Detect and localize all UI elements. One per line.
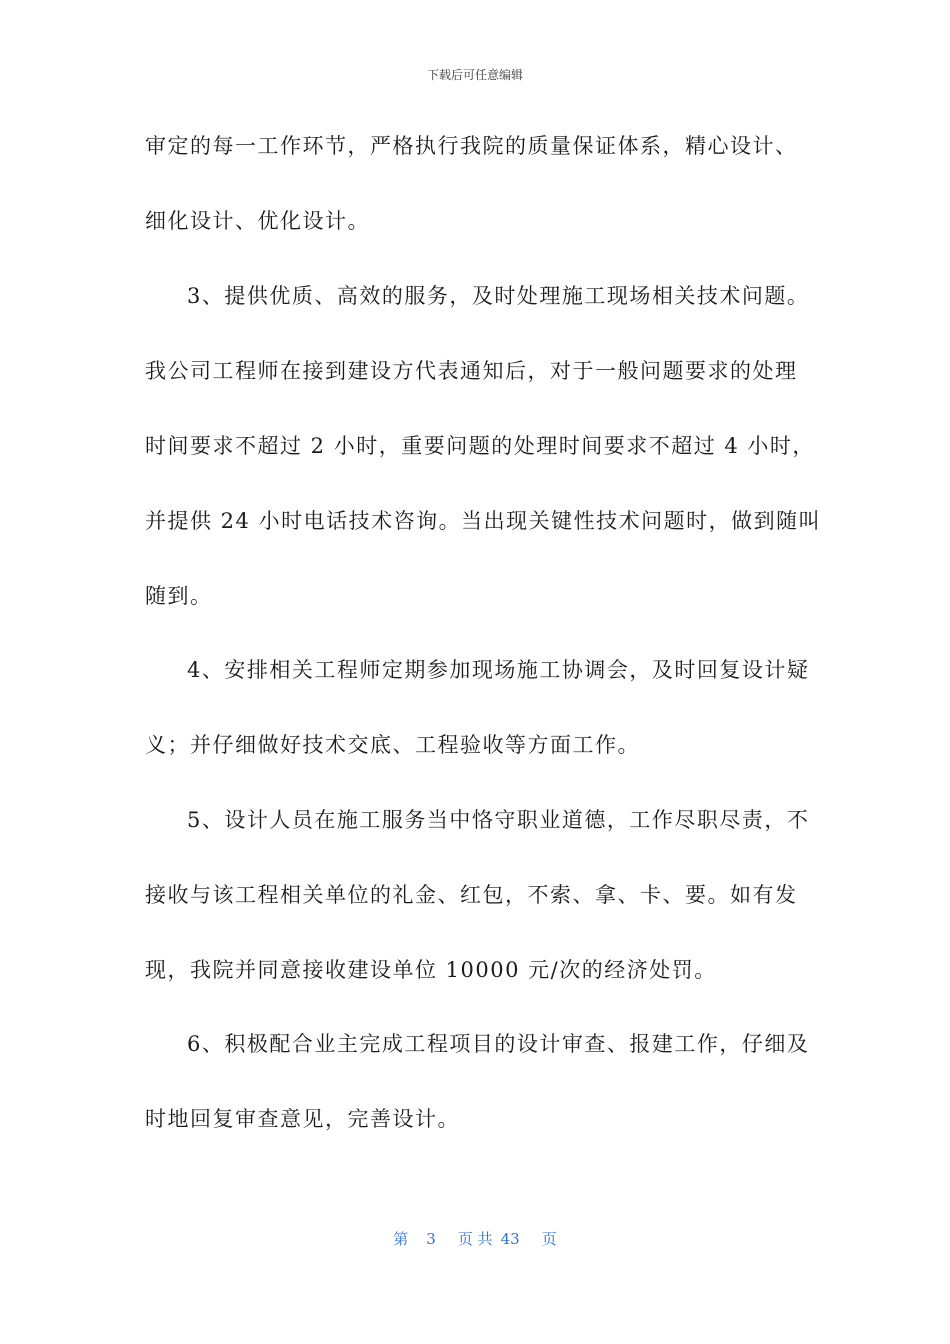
body-line: 接收与该工程相关单位的礼金、红包，不索、拿、卡、要。如有发	[145, 883, 798, 907]
footer-total-pages: 43	[500, 1230, 520, 1248]
body-line: 时地回复审查意见，完善设计。	[145, 1107, 460, 1131]
body-line: 我公司工程师在接到建设方代表通知后，对于一般问题要求的处理	[145, 359, 798, 383]
body-line: 6、积极配合业主完成工程项目的设计审查、报建工作，仔细及	[187, 1032, 810, 1056]
body-line: 义；并仔细做好技术交底、工程验收等方面工作。	[145, 733, 640, 757]
body-line: 审定的每一工作环节，严格执行我院的质量保证体系，精心设计、	[145, 134, 798, 158]
page-header: 下载后可任意编辑	[426, 68, 523, 82]
body-line: 3、提供优质、高效的服务，及时处理施工现场相关技术问题。	[187, 284, 810, 308]
body-line: 现，我院并同意接收建设单位 10000 元/次的经济处罚。	[145, 958, 717, 982]
footer-middle: 页 共	[457, 1230, 493, 1248]
body-line: 细化设计、优化设计。	[145, 209, 370, 233]
footer-page-number: 3	[426, 1230, 436, 1248]
page-footer	[0, 1228, 950, 1249]
body-line: 4、安排相关工程师定期参加现场施工协调会，及时回复设计疑	[187, 658, 810, 682]
body-line: 5、设计人员在施工服务当中恪守职业道德，工作尽职尽责，不	[187, 808, 810, 832]
footer-suffix: 页	[541, 1230, 557, 1248]
body-line: 随到。	[145, 584, 213, 608]
body-line: 并提供 24 小时电话技术咨询。当出现关键性技术问题时，做到随叫	[145, 509, 822, 533]
body-line: 时间要求不超过 2 小时，重要问题的处理时间要求不超过 4 小时，	[145, 434, 815, 458]
footer-prefix: 第	[393, 1230, 409, 1248]
